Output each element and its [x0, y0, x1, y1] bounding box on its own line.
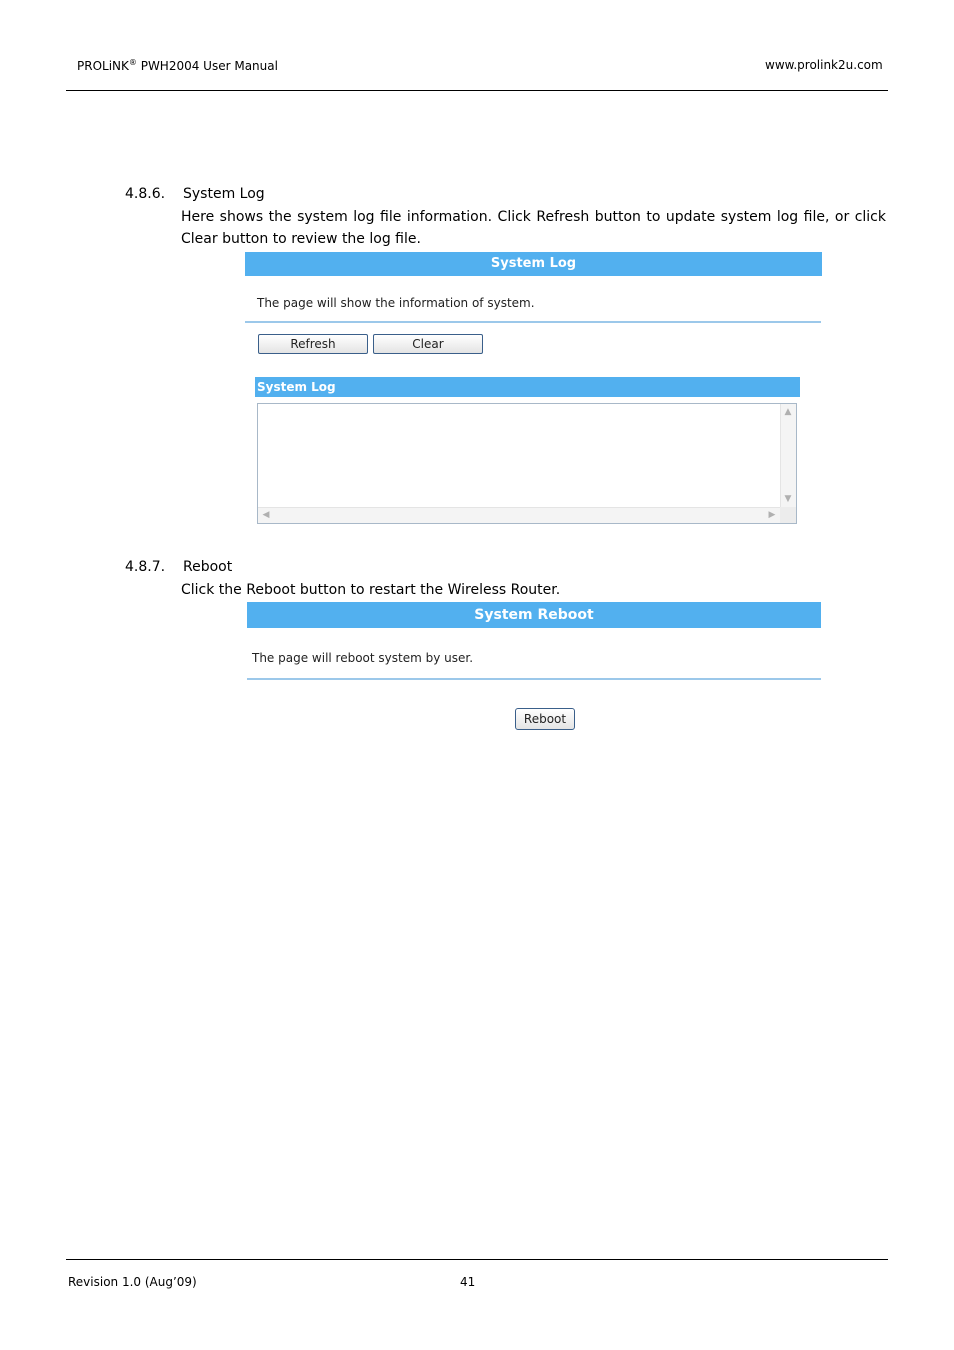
- reboot-divider: [247, 678, 821, 680]
- horizontal-scrollbar[interactable]: [258, 507, 780, 523]
- brand-name: PROLiNK: [77, 59, 129, 73]
- header-website: www.prolink2u.com: [765, 58, 883, 72]
- section-title-reboot: Reboot: [183, 559, 233, 575]
- header-title: [77, 58, 278, 73]
- syslog-divider: [245, 321, 821, 323]
- page-number: 41: [460, 1275, 476, 1289]
- section-number-syslog: 4.8.6.: [125, 186, 166, 202]
- scrollbar-corner: [780, 507, 796, 523]
- scroll-up-icon[interactable]: ▲: [784, 407, 792, 417]
- registered-mark: ®: [128, 58, 137, 67]
- syslog-log-area[interactable]: [257, 403, 797, 524]
- syslog-title-bar: System Log: [245, 252, 822, 276]
- footer-rule: [66, 1259, 888, 1260]
- section-title-syslog: System Log: [183, 186, 265, 202]
- product-name: PWH2004 User Manual: [136, 59, 278, 73]
- header-rule: [66, 90, 888, 91]
- reboot-description: The page will reboot system by user.: [252, 651, 474, 665]
- reboot-button[interactable]: Reboot: [515, 708, 575, 730]
- section-number-reboot: 4.8.7.: [125, 559, 166, 575]
- footer-revision: Revision 1.0 (Aug’09): [68, 1275, 197, 1289]
- scroll-right-icon[interactable]: ▶: [768, 510, 776, 520]
- refresh-button[interactable]: Refresh: [258, 334, 368, 354]
- scroll-down-icon[interactable]: ▼: [784, 494, 792, 504]
- reboot-title-bar: System Reboot: [247, 602, 821, 628]
- syslog-log-header: System Log: [255, 377, 800, 397]
- clear-button[interactable]: Clear: [373, 334, 483, 354]
- vertical-scrollbar[interactable]: [780, 404, 796, 507]
- section-paragraph-syslog: Here shows the system log file information. Click Refresh button to update system log file, or click Clear button to review the log file.: [181, 209, 886, 247]
- section-paragraph-reboot: Click the Reboot button to restart the Wireless Router.: [181, 582, 561, 598]
- scroll-left-icon[interactable]: ◀: [262, 510, 270, 520]
- syslog-description: The page will show the information of system.: [257, 296, 535, 310]
